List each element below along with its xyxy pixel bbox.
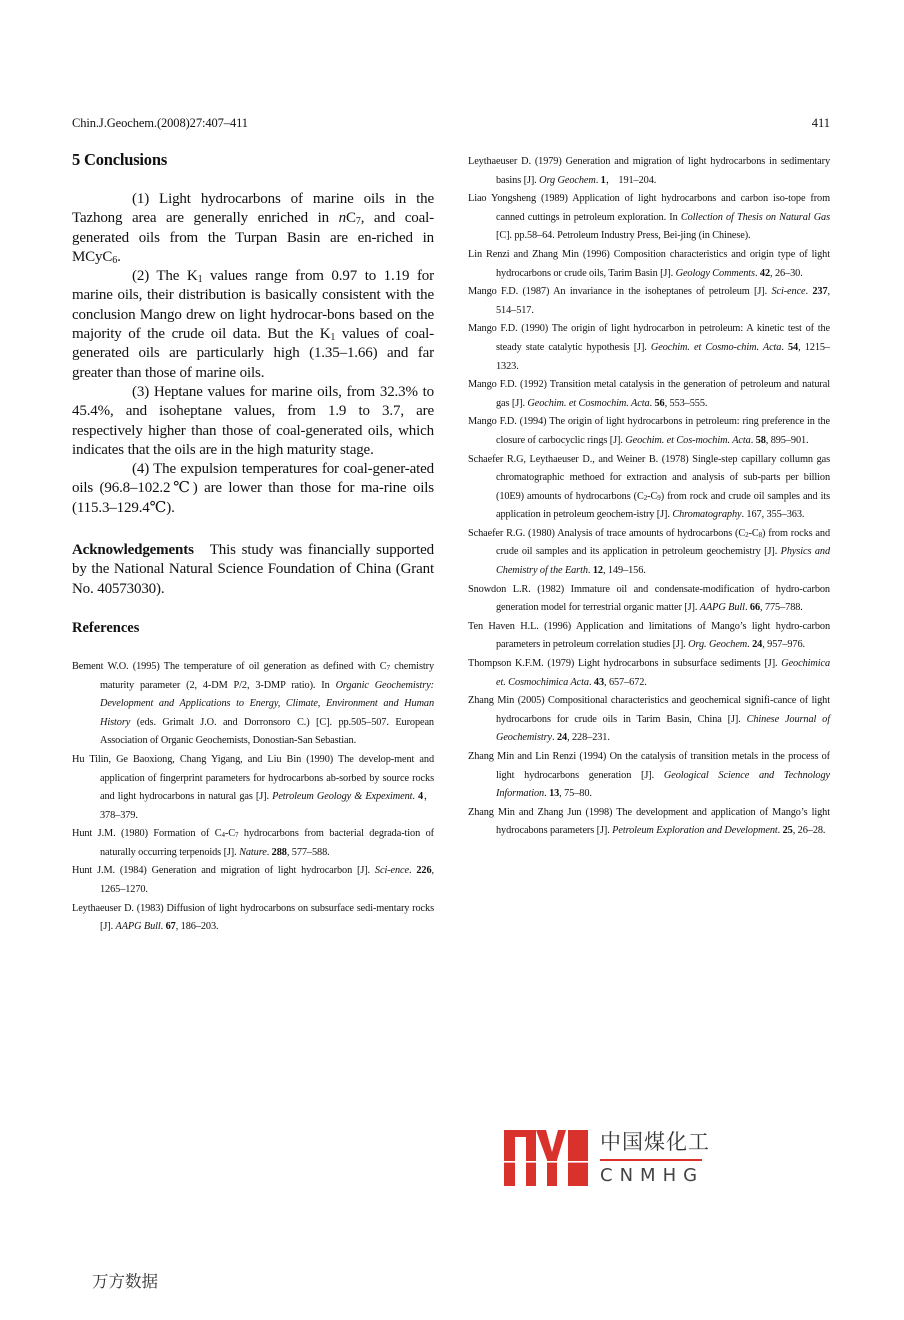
text-run: . xyxy=(409,865,417,877)
volume-number: 226 xyxy=(416,865,432,877)
text-run: -C xyxy=(224,828,235,840)
footer-watermark: 万方数据 xyxy=(92,1272,158,1291)
text-run: . xyxy=(544,788,550,800)
text-run: Lin Renzi and Zhang Min (1996) Composition characteristics and origin type of light hydrocarbons or crude oils, Tarim Basin [J]. xyxy=(468,248,830,279)
italic-text: Org Geochem xyxy=(539,174,596,186)
reference-item xyxy=(468,246,830,283)
logo-english-name: CNMHG xyxy=(600,1165,705,1186)
subscript: 1 xyxy=(330,332,336,344)
text-run: ， 378–379. xyxy=(100,791,435,821)
subscript: 9 xyxy=(657,493,661,502)
text-run: . xyxy=(754,267,760,279)
text-run: , 657–672. xyxy=(604,676,647,688)
text-run: Schaefer R.G, Leythaeuser D., and Weiner B. (1978) Single-step capillary collumn gas chromatographic methoed for extraction and analysis of sub-parts per billion (10E9) amounts of hydrocarbons (C xyxy=(468,453,830,502)
text-run: . 167, 355–363. xyxy=(741,509,805,521)
cnmhg-logo-mark-icon xyxy=(504,1130,588,1188)
text-run: , 186–203. xyxy=(175,921,219,933)
text-run: Zhang Min (2005) Compositional characteristics and geochemical signifi-cance of light hydrocarbons for crude oils in Tarim Basin, China [J]. xyxy=(468,695,830,725)
text-run: . xyxy=(117,248,121,265)
volume-number: 24 xyxy=(556,732,568,744)
italic-text: Sci-ence xyxy=(374,865,409,877)
italic-text: Sci-ence xyxy=(771,286,806,298)
text-run: Mango F.D. (1994) The origin of light hydrocarbons in petroleum: ring preference in the closure of carbocyclic rings [J]. xyxy=(468,416,830,446)
volume-number: 24 xyxy=(752,639,763,651)
logo-chinese-name: 中国煤化工 xyxy=(600,1130,710,1154)
text-run: , 895–901. xyxy=(765,434,809,446)
logo-divider xyxy=(600,1159,702,1161)
text-run: C xyxy=(345,210,356,227)
text-run: Schaefer R.G. (1980) Analysis of trace amounts of hydrocarbons (C xyxy=(468,527,746,539)
subscript: 1 xyxy=(197,274,203,286)
italic-text: Geochim. et Cosmochim. Acta xyxy=(527,397,650,409)
text-run: Liao Yongsheng (1989) Application of light hydrocarbons and carbon iso-tope from canned cuttings in petroleum exploration. In xyxy=(468,193,830,223)
subscript: 2 xyxy=(643,493,648,502)
conclusion-paragraph xyxy=(72,383,434,460)
text-run: Zhang Min and Zhang Jun (1998) The development and application of Mango’s light hydrocabons parameters [J]. xyxy=(468,806,830,837)
text-run: , 957–976. xyxy=(762,639,805,651)
text-run: Mango F.D. (1992) Transition metal catalysis in the generation of petroleum and natural gas [J]. xyxy=(468,379,830,409)
text-run: (4) The expulsion temperatures for coal-gener-ated oils (96.8–102.2℃) are lower than those for ma-rine oils (115.3–129.4℃). xyxy=(72,461,434,516)
reference-item xyxy=(468,451,830,525)
conclusion-paragraph xyxy=(72,190,434,267)
text-run: Leythaeuser D. (1983) Diffusion of light hydrocarbons on subsurface sedi-mentary rocks [J]. xyxy=(72,902,434,933)
text-run: , 514–517. xyxy=(496,286,830,316)
italic-text: Organic Geochemistry: Development and Applications to Energy, Climate, Environment and Human History xyxy=(100,679,435,728)
italic-text: Petroleum Exploration and Development xyxy=(612,825,778,837)
text-run: Bement W.O. (1995) The temperature of oil generation as defined with C xyxy=(72,660,387,672)
reference-list-right xyxy=(468,153,830,841)
italic-text: Petroleum Geology & Expeximent xyxy=(272,791,413,803)
text-run: Hu Tilin, Ge Baoxiong, Chang Yigang, and Liu Bin (1990) The develop-ment and application of fingerprint parameters for hydrocarbons ab-sorbed by source rocks and light hydrocarbons in natural gas [J]. xyxy=(72,753,434,803)
text-run: . xyxy=(552,732,557,744)
text-run: , 1215–1323. xyxy=(496,341,830,372)
volume-number: 58 xyxy=(755,434,766,446)
volume-number: 25 xyxy=(782,825,793,837)
italic-text: Nature xyxy=(239,846,267,858)
text-run: Mango F.D. (1987) An invariance in the isoheptanes of petroleum [J]. xyxy=(468,286,772,298)
page-number: 411 xyxy=(811,116,830,130)
italic-text: Collection of Thesis on Natural Gas xyxy=(680,211,831,223)
subscript: 2 xyxy=(745,530,749,539)
right-column xyxy=(468,153,830,841)
text-run: Leythaeuser D. (1979) Generation and migration of light hydrocarbons in sedimentary basins [J]. xyxy=(468,156,830,186)
text-run: . xyxy=(777,825,783,837)
reference-item xyxy=(468,581,830,618)
volume-number: 4 xyxy=(418,791,424,803)
acknowledgements-label: Acknowledgements xyxy=(72,542,194,559)
volume-number: 13 xyxy=(549,788,560,800)
reference-item xyxy=(468,618,830,655)
text-run: . xyxy=(160,921,166,933)
text-run: , 577–588. xyxy=(286,846,330,858)
text-run: . xyxy=(781,341,788,353)
reference-item xyxy=(468,655,830,692)
text-run: chemistry maturity parameter (2, 4-DM P/2, 3-DMP ratio). In xyxy=(100,660,434,691)
text-run: (3) Heptane values for marine oils, from 32.3% to 45.4%, and isoheptane values, from 1.9 to 3.7, are respectively higher than those of coal-generated oils, which indicates that the oils are in the high maturity stage. xyxy=(72,383,434,458)
reference-item xyxy=(468,413,830,450)
text-run: , 149–156. xyxy=(602,565,646,577)
text-run: . xyxy=(805,286,813,298)
text-run: , 26–30. xyxy=(770,267,803,279)
italic-text: Physics and Chemistry of the Earth xyxy=(496,546,831,577)
text-run: (1) Light hydrocarbons of marine oils in the Tazhong area are generally enriched in xyxy=(72,191,434,227)
left-column xyxy=(72,150,434,937)
acknowledgements xyxy=(72,541,434,599)
text-run: . xyxy=(588,676,594,688)
reference-item xyxy=(468,320,830,376)
volume-number: 66 xyxy=(749,602,760,614)
text-run: , 75–80. xyxy=(559,788,592,800)
italic-text: Chinese Journal of Geochemistry xyxy=(496,713,830,744)
volume-number: 42 xyxy=(759,267,771,279)
text-run: -C xyxy=(748,527,759,539)
text-run: . xyxy=(649,397,655,409)
reference-item xyxy=(72,900,434,937)
italic-text: AAPG Bull xyxy=(115,921,161,933)
reference-item xyxy=(468,525,830,581)
italic-text: Geological Science and Technology Information xyxy=(496,769,830,800)
reference-item xyxy=(72,825,434,862)
italic-text: Geochimica et. Cosmochimica Acta xyxy=(496,658,830,688)
conclusion-paragraph xyxy=(72,267,434,383)
reference-item xyxy=(468,283,830,320)
subscript: 7 xyxy=(235,831,239,840)
text-run: , 26–28. xyxy=(792,825,826,837)
volume-number: 54 xyxy=(788,341,799,353)
text-run: , 228–231. xyxy=(567,732,610,744)
text-run: values range from 0.97 to 1.19 for marine oils, their distribution is basically consistent with the conclusion Mango drew on light hydrocar-bons based on the majority of the crude oil data. But the K xyxy=(72,268,434,343)
italic-text: Geochim. et Cos-mochim. Acta xyxy=(625,434,751,446)
italic-text: Chromatography xyxy=(672,509,742,521)
reference-item xyxy=(468,153,830,190)
text-run: Thompson K.F.M. (1979) Light hydrocarbons in subsurface sediments [J]. xyxy=(468,658,782,670)
logo-mark-shapes xyxy=(504,1130,588,1186)
text-run: . xyxy=(750,434,756,446)
volume-number: 1 xyxy=(600,174,606,186)
text-run: , 775–788. xyxy=(760,602,803,614)
reference-list-left xyxy=(72,658,434,937)
volume-number: 12 xyxy=(592,565,603,577)
subscript: 7 xyxy=(386,663,390,672)
volume-number: 67 xyxy=(165,921,176,933)
conclusion-paragraph xyxy=(72,460,434,518)
italic-text: Org. Geochem xyxy=(688,639,748,651)
reference-item xyxy=(468,748,830,804)
text-run: Zhang Min and Lin Renzi (1994) On the catalysis of transition metals in the process of light hydrocarbons generation [J]. xyxy=(468,751,830,781)
text-run: . xyxy=(747,639,753,651)
conclusions-body xyxy=(72,190,434,518)
text-run: ) from rocks and crude oil samples and its application in petroleum geochemistry [J]. xyxy=(496,527,830,558)
text-run: . xyxy=(412,791,419,803)
text-run: Hunt J.M. (1984) Generation and migration of light hydrocarbon [J]. xyxy=(72,865,375,877)
volume-number: 43 xyxy=(593,676,605,688)
italic-text: Geology Comments xyxy=(675,267,755,279)
text-run: Snowdon L.R. (1982) Immature oil and condensate-modification of hydro-carbon generation model for terrestrial organic matter [J]. xyxy=(468,583,830,614)
subscript: 4 xyxy=(221,831,225,840)
text-run: Ten Haven H.L. (1996) Application and limitations of Mango’s light hydro-carbon parameters in petroleum correlation studies [J]. xyxy=(468,620,830,651)
volume-number: 288 xyxy=(271,846,287,858)
running-head: Chin.J.Geochem.(2008)27:407–411 xyxy=(72,116,248,130)
reference-item xyxy=(72,862,434,899)
cnmhg-logo xyxy=(504,1128,714,1190)
text-run: values of coal-generated oils are particularly high (1.35–1.66) and far greater than those of marine oils. xyxy=(72,326,435,381)
italic-text: n xyxy=(338,210,346,227)
logo-gap-line xyxy=(504,1161,588,1163)
section-title-conclusions: 5 Conclusions xyxy=(72,150,168,169)
subscript: 8 xyxy=(758,530,763,539)
text-run: -C xyxy=(647,490,658,502)
acknowledgements-text: This study was financially supported by the National Natural Science Foundation of China (Grant No. 40573030). xyxy=(72,542,434,597)
text-run: , 1265–1270. xyxy=(100,865,434,896)
italic-text: AAPG Bull xyxy=(699,602,745,614)
reference-item xyxy=(72,658,434,751)
text-run: . xyxy=(744,602,750,614)
text-run: ) from rock and crude oil samples and its application in petroleum geochem-istry [J]. xyxy=(496,490,831,521)
volume-number: 56 xyxy=(654,397,665,409)
reference-item xyxy=(468,692,830,748)
text-run: Hunt J.M. (1980) Formation of C xyxy=(72,828,222,840)
text-run: , 553–555. xyxy=(664,397,708,409)
references-title: References xyxy=(72,619,140,636)
reference-item xyxy=(72,751,434,825)
volume-number: 237 xyxy=(812,286,828,298)
subscript: 6 xyxy=(112,254,118,266)
reference-item xyxy=(468,190,830,246)
text-run: [C]. pp.58–64. Petroleum Industry Press, Bei-jing (in Chinese). xyxy=(496,230,751,242)
reference-item xyxy=(468,804,830,841)
italic-text: Geochim. et Cosmo-chim. Acta xyxy=(650,341,782,353)
subscript: 7 xyxy=(355,216,361,228)
text-run: . xyxy=(266,846,272,858)
text-run: Mango F.D. (1990) The origin of light hydrocarbon in petroleum: A kinetic test of the steady state catalytic hypothesis [J]. xyxy=(468,323,830,353)
text-run: ， 191–204. xyxy=(605,174,657,186)
reference-item xyxy=(468,376,830,413)
text-run: (2) The K xyxy=(132,268,198,285)
text-run: . xyxy=(587,565,593,577)
text-run: . xyxy=(595,174,601,186)
text-run: , and coal-generated oils from the Turpan Basin are en-riched in MCyC xyxy=(72,210,434,265)
text-run: hydrocarbons from bacterial degrada-tion of naturally occurring terpenoids [J]. xyxy=(100,828,434,858)
text-run: (eds. Grimalt J.O. and Dorronsoro C.) [C]. pp.505–507. European Association of Organic Geochemists, Donostian-San Sebastian. xyxy=(100,716,434,747)
